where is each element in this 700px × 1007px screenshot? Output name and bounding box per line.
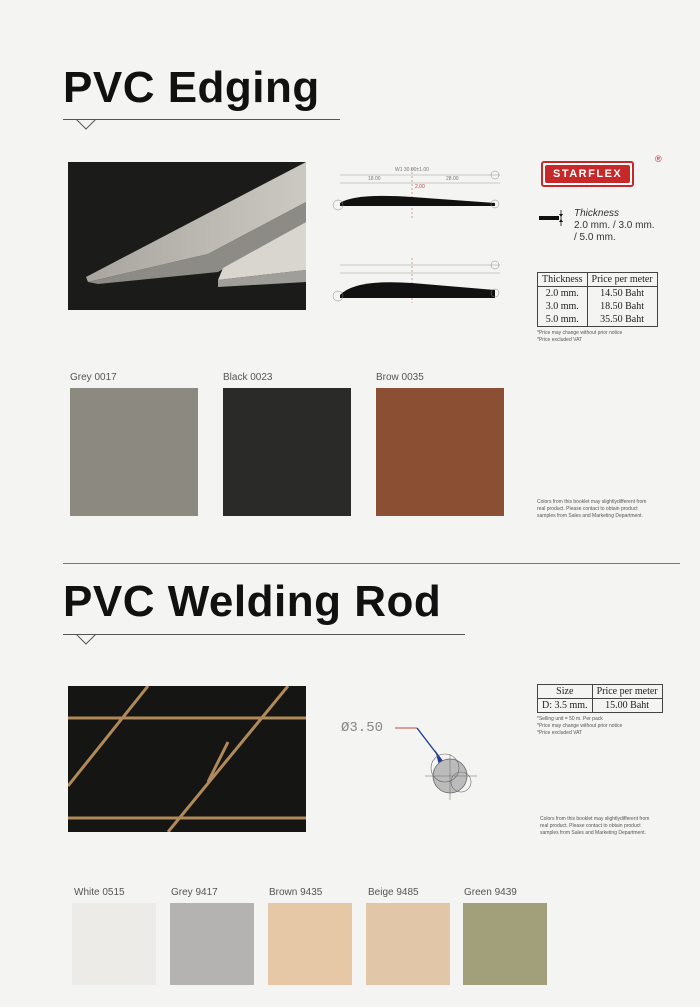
edging-price-table — [537, 272, 658, 327]
edging-drawing-label-width: W1 30.00±1.00 — [395, 167, 429, 173]
edging-title-rule — [63, 119, 340, 120]
table-cell: 14.50 Baht — [587, 287, 657, 301]
swatch-label: Green 9439 — [464, 887, 517, 898]
thickness-label: Thickness — [574, 208, 620, 219]
swatch-label: Beige 9485 — [368, 887, 419, 898]
registered-mark: ® — [655, 154, 662, 164]
rod-note-3: *Price excluded VAT — [537, 730, 583, 736]
swatch-label: Grey 9417 — [171, 887, 218, 898]
edging-title-notch — [76, 119, 96, 131]
edging-note-1: *Price may change without prior notice — [537, 330, 623, 336]
table-cell: 5.0 mm. — [538, 313, 588, 327]
table-cell: 18.50 Baht — [587, 300, 657, 313]
rod-title-rule — [63, 634, 465, 635]
table-header-cell: Price per meter — [592, 685, 662, 699]
swatch-label: Grey 0017 — [70, 372, 117, 383]
rod-note-1: *Selling unit = 50 m. Per pack — [537, 716, 603, 722]
swatch-brown-9435 — [268, 903, 352, 985]
thickness-values-line1: 2.0 mm. / 3.0 mm. — [574, 220, 655, 231]
rod-title-notch — [76, 634, 96, 646]
starflex-logo — [541, 161, 634, 187]
rod-note-2: *Price may change without prior notice — [537, 723, 623, 729]
swatch-beige-9485 — [366, 903, 450, 985]
swatch-brow-0035 — [376, 388, 504, 516]
rod-diameter-label: Ø3.50 — [341, 720, 384, 736]
rod-product-photo — [68, 686, 306, 832]
edging-drawing-label-c: 2.00 — [415, 184, 425, 190]
edging-title: PVC Edging — [63, 63, 320, 112]
rod-price-table — [537, 684, 663, 713]
table-cell: 2.0 mm. — [538, 287, 588, 301]
table-cell: D: 3.5 mm. — [538, 699, 593, 713]
edging-drawing-label-a: 18.00 — [368, 176, 381, 182]
swatch-label: White 0515 — [74, 887, 125, 898]
rod-disclaimer: Colors from this booklet may slightlydifferent from real product. Please contact to obtain product samples from Sales and Marketing Department. — [540, 816, 650, 836]
starflex-logo-text: STARFLEX — [545, 165, 630, 183]
edging-disclaimer: Colors from this booklet may slightlydifferent from real product. Please contact to obtain product samples from Sales and Marketing Department. — [537, 499, 647, 519]
swatch-label: Brow 0035 — [376, 372, 424, 383]
table-cell: 15.00 Baht — [592, 699, 662, 713]
table-header-cell: Thickness — [538, 273, 588, 287]
swatch-label: Black 0023 — [223, 372, 273, 383]
table-header-row — [538, 273, 658, 287]
swatch-green-9439 — [463, 903, 547, 985]
edging-profile-drawing-bottom — [330, 255, 505, 305]
table-header-cell: Price per meter — [587, 273, 657, 287]
rod-diameter-drawing — [395, 720, 485, 805]
thickness-icon — [537, 207, 567, 229]
table-row — [538, 699, 663, 713]
table-cell: 3.0 mm. — [538, 300, 588, 313]
swatch-label: Brown 9435 — [269, 887, 323, 898]
edging-product-photo — [68, 162, 306, 310]
swatch-black-0023 — [223, 388, 351, 516]
thickness-values-line2: / 5.0 mm. — [574, 232, 616, 243]
swatch-white-0515 — [72, 903, 156, 985]
table-row — [538, 287, 658, 301]
table-header-row — [538, 685, 663, 699]
table-row — [538, 313, 658, 327]
edging-note-2: *Price excluded VAT — [537, 337, 583, 343]
section-divider — [63, 563, 680, 564]
table-row — [538, 300, 658, 313]
swatch-grey-0017 — [70, 388, 198, 516]
table-cell: 35.50 Baht — [587, 313, 657, 327]
swatch-grey-9417 — [170, 903, 254, 985]
rod-title: PVC Welding Rod — [63, 577, 442, 626]
table-header-cell: Size — [538, 685, 593, 699]
edging-drawing-label-b: 28.00 — [446, 176, 459, 182]
